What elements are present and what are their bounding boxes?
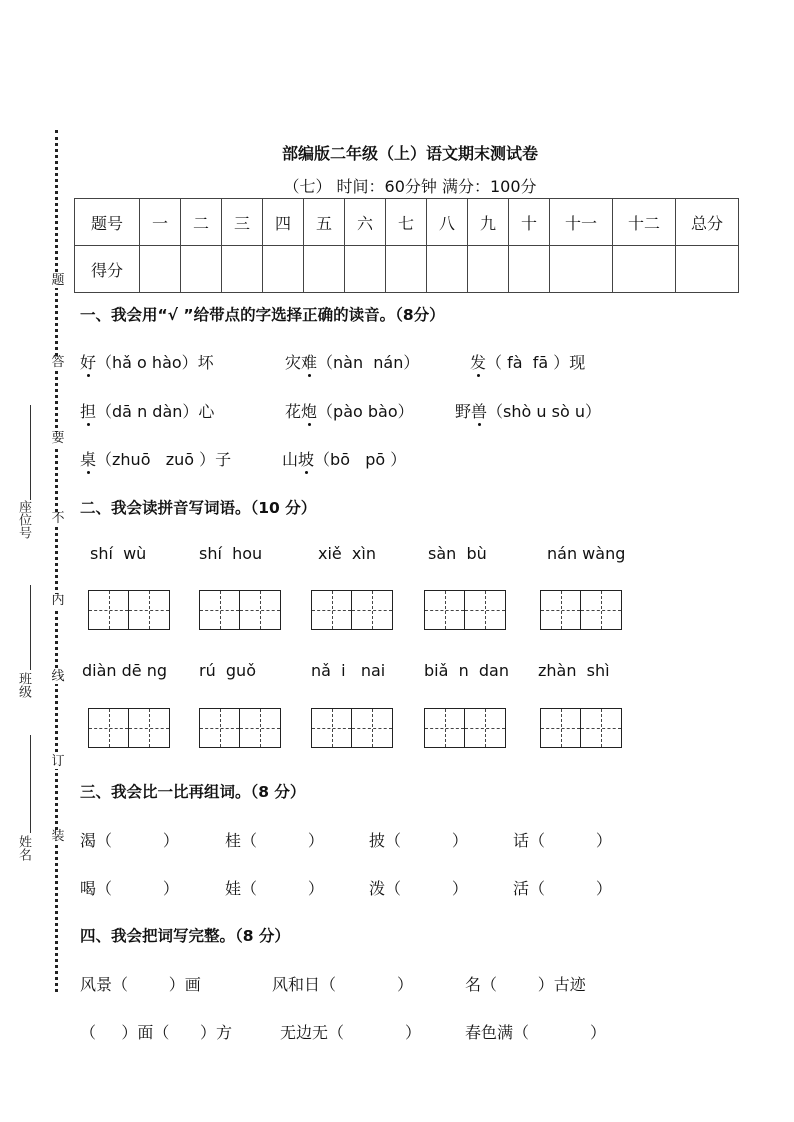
- table-header-cell: 一: [140, 199, 181, 246]
- idiom-blank[interactable]: 春色满（ ）: [465, 1023, 607, 1042]
- score-cell[interactable]: [140, 246, 181, 293]
- table-header-cell: 二: [181, 199, 222, 246]
- score-table: [74, 198, 739, 293]
- section-1-title: 一、我会用“√ ”给带点的字选择正确的读音。（8分）: [80, 306, 445, 324]
- pronunciation-item: [80, 447, 231, 470]
- pronunciation-item: [285, 399, 414, 422]
- writing-grid[interactable]: [88, 590, 170, 630]
- score-table-score-row: [75, 246, 739, 293]
- writing-grid[interactable]: [424, 590, 506, 630]
- score-cell[interactable]: [263, 246, 304, 293]
- pinyin-label: biǎ n dan: [424, 661, 509, 680]
- pronunciation-options[interactable]: （zhuō zuō ）子: [96, 450, 232, 469]
- plain-char: 山: [282, 450, 299, 469]
- pronunciation-options[interactable]: （hǎ o hào）坏: [96, 353, 214, 372]
- score-cell[interactable]: [345, 246, 386, 293]
- plain-char: 花: [285, 402, 302, 421]
- exam-title: 部编版二年级（上）语文期末测试卷: [281, 144, 538, 163]
- plain-char: 野: [455, 402, 472, 421]
- idiom-blank[interactable]: 风和日（ ）: [272, 975, 414, 994]
- score-cell[interactable]: [509, 246, 550, 293]
- table-header-cell: 六: [345, 199, 386, 246]
- dotted-char: 担: [80, 402, 97, 421]
- dotted-char: 发: [470, 353, 487, 372]
- score-cell[interactable]: [222, 246, 263, 293]
- pronunciation-options[interactable]: （ fà fā ）现: [486, 353, 586, 372]
- binding-char: 订: [51, 754, 65, 769]
- pinyin-label: sàn bù: [428, 544, 487, 563]
- word-blank[interactable]: 披（ ）: [369, 831, 468, 850]
- pronunciation-options[interactable]: （nàn nán）: [317, 353, 420, 372]
- binding-dotted-line: [55, 130, 58, 992]
- table-header-cell: 总分: [676, 199, 739, 246]
- writing-grid[interactable]: [88, 708, 170, 748]
- section-4-title: 四、我会把词写完整。（8 分）: [80, 927, 290, 945]
- pinyin-label: xiě xìn: [318, 544, 376, 563]
- idiom-blank[interactable]: （ ）面（ ）方: [80, 1023, 232, 1042]
- section-3-title: 三、我会比一比再组词。（8 分）: [80, 783, 306, 801]
- seat-underline: [30, 405, 31, 500]
- writing-grid[interactable]: [311, 708, 393, 748]
- section-2-title: 二、我会读拼音写词语。（10 分）: [80, 499, 317, 517]
- word-blank[interactable]: 话（ ）: [513, 831, 612, 850]
- pinyin-label: nán wàng: [547, 544, 626, 563]
- score-cell[interactable]: [427, 246, 468, 293]
- binding-char: 答: [51, 355, 65, 370]
- pronunciation-options[interactable]: （dā n dàn）心: [96, 402, 215, 421]
- dotted-char: 好: [80, 353, 97, 372]
- word-blank[interactable]: 渴（ ）: [80, 831, 179, 850]
- idiom-blank[interactable]: 风景（ ）画: [80, 975, 201, 994]
- score-cell[interactable]: [550, 246, 613, 293]
- table-header-cell: 八: [427, 199, 468, 246]
- score-cell[interactable]: [386, 246, 427, 293]
- name-underline: [30, 735, 31, 833]
- binding-char: 线: [51, 669, 65, 684]
- binding-char: 题: [51, 273, 65, 288]
- score-cell[interactable]: [181, 246, 222, 293]
- pronunciation-options[interactable]: （bō pō ）: [314, 450, 407, 469]
- pinyin-label: zhàn shì: [538, 661, 610, 680]
- score-cell[interactable]: [468, 246, 509, 293]
- score-table-header-row: [75, 199, 739, 246]
- binding-char: 内: [51, 593, 65, 608]
- table-header-cell: 十: [509, 199, 550, 246]
- dotted-char: 炮: [301, 402, 318, 421]
- word-blank[interactable]: 泼（ ）: [369, 879, 468, 898]
- word-blank[interactable]: 娃（ ）: [225, 879, 324, 898]
- binding-char: 不: [51, 511, 65, 526]
- binding-char: 装: [51, 829, 65, 844]
- table-row-label: 得分: [75, 246, 140, 293]
- pronunciation-options[interactable]: （shò u sò u）: [487, 402, 601, 421]
- table-header-cell: 四: [263, 199, 304, 246]
- word-blank[interactable]: 活（ ）: [513, 879, 612, 898]
- pronunciation-item: [80, 350, 214, 373]
- idiom-blank[interactable]: 无边无（ ）: [280, 1023, 422, 1042]
- writing-grid[interactable]: [424, 708, 506, 748]
- writing-grid[interactable]: [311, 590, 393, 630]
- dotted-char: 坡: [298, 450, 315, 469]
- score-cell[interactable]: [676, 246, 739, 293]
- class-underline: [30, 585, 31, 670]
- pinyin-label: shí wù: [90, 544, 147, 563]
- table-header-cell: 七: [386, 199, 427, 246]
- seat-number-label: 座位号: [16, 500, 31, 539]
- table-header-cell: 九: [468, 199, 509, 246]
- writing-grid[interactable]: [199, 590, 281, 630]
- binding-char: 要: [51, 431, 65, 446]
- table-header-cell: 十二: [613, 199, 676, 246]
- pronunciation-options[interactable]: （pào bào）: [317, 402, 414, 421]
- writing-grid[interactable]: [199, 708, 281, 748]
- dotted-char: 桌: [80, 450, 97, 469]
- table-header-cell: 五: [304, 199, 345, 246]
- pronunciation-item: [80, 399, 214, 422]
- exam-subtitle: （七） 时间：60分钟 满分：100分: [283, 177, 537, 196]
- score-cell[interactable]: [304, 246, 345, 293]
- pinyin-label: nǎ i nai: [311, 661, 386, 680]
- pronunciation-item: [282, 447, 406, 470]
- writing-grid[interactable]: [540, 708, 622, 748]
- pinyin-label: diàn dē ng: [82, 661, 168, 680]
- name-label: 姓名: [16, 835, 31, 861]
- pronunciation-item: [470, 350, 585, 373]
- dotted-char: 难: [301, 353, 318, 372]
- table-header-cell: 十一: [550, 199, 613, 246]
- table-header-cell: 三: [222, 199, 263, 246]
- pinyin-label: shí hou: [199, 544, 263, 563]
- idiom-blank[interactable]: 名（ ）古迹: [465, 975, 586, 994]
- pronunciation-item: [285, 350, 419, 373]
- plain-char: 灾: [285, 353, 302, 372]
- pronunciation-item: [455, 399, 601, 422]
- writing-grid[interactable]: [540, 590, 622, 630]
- class-label: 班级: [16, 672, 31, 698]
- pinyin-label: rú guǒ: [199, 661, 256, 680]
- dotted-char: 兽: [471, 402, 488, 421]
- table-header-cell: 题号: [75, 199, 140, 246]
- score-cell[interactable]: [613, 246, 676, 293]
- word-blank[interactable]: 桂（ ）: [225, 831, 324, 850]
- word-blank[interactable]: 喝（ ）: [80, 879, 179, 898]
